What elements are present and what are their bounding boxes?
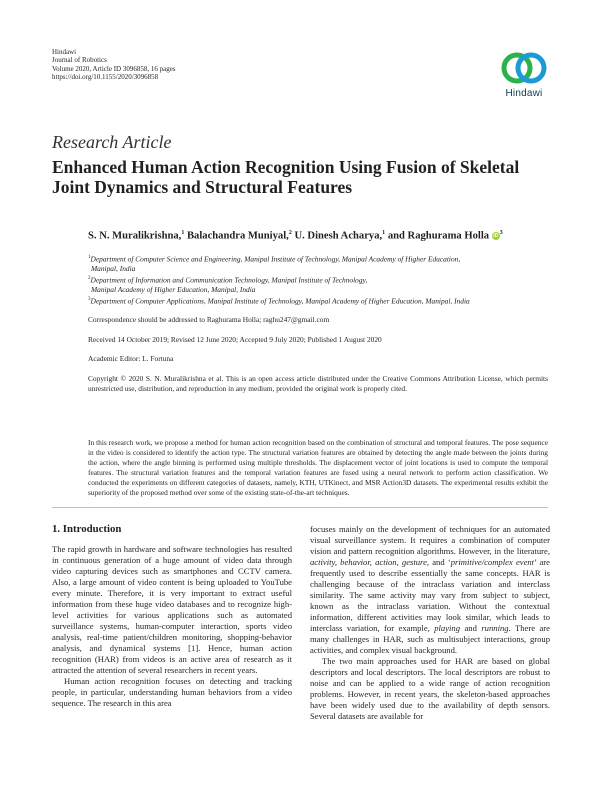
journal-name: Journal of Robotics <box>52 56 107 65</box>
correspondence: Correspondence should be addressed to Raghurama Holla; raghu247@gmail.com <box>88 315 330 324</box>
author-name[interactable]: U. Dinesh Acharya, <box>294 230 383 242</box>
journal-metadata <box>52 48 176 82</box>
hindawi-logo-text: Hindawi <box>505 88 543 99</box>
affiliation-text: Manipal, India <box>91 264 136 274</box>
body-text-italic: running <box>481 623 509 633</box>
orcid-icon[interactable]: iD <box>493 233 499 240</box>
body-column-right <box>310 524 550 722</box>
author-affil-sup: 3 <box>499 230 503 236</box>
body-text-italic: activity, behavior, action, gesture, <box>310 557 430 567</box>
paper-title: Enhanced Human Action Recognition Using Fusion of Skeletal Joint Dynamics and Structural Features <box>52 157 520 197</box>
body-paragraph <box>310 524 550 656</box>
affiliation-sup: 1 <box>88 255 91 260</box>
hindawi-logo[interactable] <box>494 50 554 99</box>
author-name[interactable]: S. N. Muralikrishna, <box>88 230 182 242</box>
affiliation-text: Department of Information and Communication Technology, Manipal Institute of Technology, <box>90 275 368 285</box>
body-paragraph: The two main approaches used for HAR are based on global descriptors and local descriptors. The local descriptors are robust to noise and can be applied to a wide range of action recognition problems. However, in recent years, the skeleton-based approaches have been widely used due to the availability of depth sensors. Several datasets are available for <box>310 656 550 721</box>
section-divider <box>52 507 548 508</box>
author-name[interactable]: Balachandra Muniyal, <box>186 230 289 242</box>
volume-line: Volume 2020, Article ID 3096858, 16 pages <box>52 64 176 73</box>
academic-editor: Academic Editor: L. Fortuna <box>88 354 174 363</box>
body-text: ’ are frequently used to describe essentially the same concepts. HAR is challenging because of the intraclass variation and interclass similarity. The same activity may vary from subject to subject, known as the intraclass variation. Without the contextual information, different activities may look similar, which leads to interclass variation, for example, <box>310 557 550 633</box>
body-text-italic: primitive/complex event <box>450 557 535 567</box>
section-heading: 1. Introduction <box>52 523 122 535</box>
doi-link[interactable]: https://doi.org/10.1155/2020/3096858 <box>52 73 159 82</box>
publisher-name: Hindawi <box>52 48 77 56</box>
affiliation-text: Department of Computer Applications, Manipal Institute of Technology, Manipal Academy of Higher Education, Manipal, India <box>90 296 470 306</box>
author-affil-sup: 1 <box>382 230 386 236</box>
body-text-italic: playing <box>434 623 461 633</box>
body-column-left <box>52 524 292 709</box>
affiliation-text: Department of Computer Science and Engineering, Manipal Institute of Technology, Manipal Academy of Higher Education, <box>90 254 461 264</box>
author-affil-sup: 1 <box>181 230 185 236</box>
affiliation-sup: 2 <box>88 276 91 281</box>
hindawi-logo-icon <box>499 50 549 86</box>
affiliation <box>88 253 548 274</box>
copyright-notice: Copyright © 2020 S. N. Muralikrishna et al. This is an open access article distributed under the Creative Commons Attribution License, which permits unrestricted use, distribution, and reproduction in any medium, provided the original work is properly cited. <box>88 374 548 393</box>
author-affil-sup: 2 <box>288 230 292 236</box>
publication-dates: Received 14 October 2019; Revised 12 June 2020; Accepted 9 July 2020; Published 1 August 2020 <box>88 335 382 344</box>
body-text: . There are many challenges in HAR, such as multisubject interactions, group activities, and complex visual background. <box>310 623 550 655</box>
author-name[interactable]: and Raghurama Holla <box>387 230 490 242</box>
body-paragraph: Human action recognition focuses on detecting and tracking people, in particular, understanding human behaviors from a video sequence. The research in this area <box>52 676 292 708</box>
affiliation-sup: 3 <box>88 297 91 302</box>
article-type: Research Article <box>52 132 172 152</box>
body-paragraph: The rapid growth in hardware and software technologies has resulted in continuous generation of a huge amount of video data through video capturing devices such as smartphones and CCTV camera. Also, a large amount of video content is being uploaded to YouTube every minute. Therefore, it is very important to extract useful information from these huge video databases and to recognize high-level activities for various applications such as automated surveillance systems, human-computer interaction, sports video analysis, real-time patient/children monitoring, shopping-behavior analysis, and dynamical systems [1]. Hence, human action recognition (HAR) from videos is an active area of research as it attracted the attention of several researchers in recent years. <box>52 544 292 675</box>
body-text: and ‘ <box>429 557 451 567</box>
affiliation <box>88 274 548 295</box>
author-list <box>88 230 503 242</box>
body-text: and <box>460 623 482 633</box>
body-text: focuses mainly on the development of techniques for an automated visual surveillance system. It requires a combination of computer vision and pattern recognition algorithms. However, in the literature, <box>310 524 550 556</box>
affiliation <box>88 295 548 306</box>
abstract: In this research work, we propose a method for human action recognition based on the combination of structural and temporal features. The pose sequence in the video is considered to identify the action type. The structural variation features are obtained by detecting the angle made between the joints during the action, where the angle binning is performed using multiple thresholds. The displacement vector of joint locations is used to compute the temporal features. The structural variation features and the temporal variation features are fused using a neural network to perform action classification. We conducted the experiments on different categories of datasets, namely, KTH, UTKinect, and MSR Action3D datasets. The experimental results exhibit the superiority of the proposed method over some of the existing state-of-the-art techniques. <box>88 438 548 497</box>
affiliation-text: Manipal Academy of Higher Education, Manipal, India <box>91 285 256 295</box>
